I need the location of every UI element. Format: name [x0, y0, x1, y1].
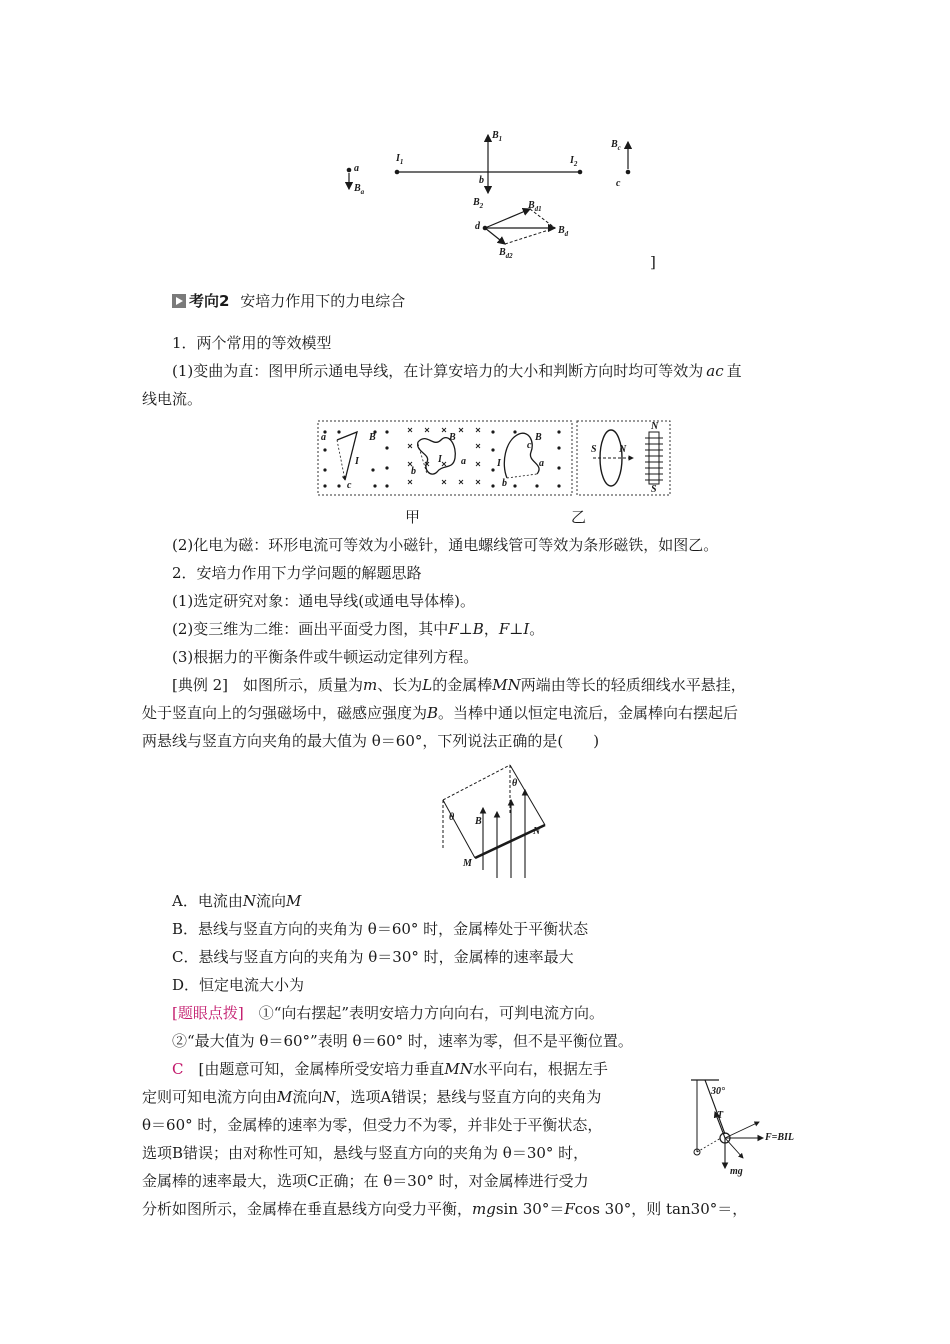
caption-yi: 乙: [571, 508, 587, 526]
section-title: 安培力作用下的力电综合: [240, 292, 406, 310]
fig2-label-I2: I: [438, 454, 442, 465]
option-a: A．电流由N流向M: [172, 892, 302, 910]
answer-line-4: 选项B错误；由对称性可知，悬线与竖直方向的夹角为 θ＝30° 时，: [142, 1144, 589, 1162]
point-c: [626, 170, 631, 175]
point-a: [347, 168, 352, 173]
option-b: B．悬线与竖直方向的夹角为 θ＝60° 时，金属棒处于平衡状态: [172, 920, 589, 938]
fig3-label-M: M: [463, 858, 472, 869]
fig2-label-B3: B: [535, 432, 542, 443]
label-Bc: $B_c$: [611, 139, 621, 152]
fig2-label-S: S: [591, 444, 597, 455]
example-line-3: 两悬线与竖直方向夹角的最大值为 θ＝60°，下列说法正确的是( ): [142, 732, 600, 750]
para-2: (1)变曲为直：图甲所示通电导线，在计算安培力的大小和判断方向时均可等效为 ac 直: [172, 362, 742, 380]
hint-tag: [题眼点拨]: [172, 1004, 244, 1022]
play-icon: [172, 294, 186, 308]
example-line-2: 处于竖直向上的匀强磁场中，磁感应强度为B。当棒中通以恒定电流后，金属棒向右摆起后: [142, 704, 739, 722]
fig2-label-I3: I: [497, 458, 501, 469]
answer-line-5: 金属棒的速率最大，选项C正确；在 θ＝30° 时，对金属棒进行受力: [142, 1172, 589, 1190]
fig2-label-B2: B: [449, 432, 456, 443]
fig2-label-b: b: [411, 466, 416, 477]
label-Bd2: $B_{d2}$: [499, 247, 513, 260]
label-I2: $I_2$: [570, 155, 578, 168]
fig2-label-B: B: [369, 432, 376, 443]
force-diagram: [685, 1072, 815, 1187]
fig2-label-a3: a: [539, 458, 544, 469]
rod-swing-figure: [435, 760, 555, 885]
label-b: b: [479, 175, 484, 186]
fig2-label-S2: S: [651, 484, 657, 495]
example-line-1: [典例 2] 如图所示，质量为m、长为L的金属棒MN两端由等长的轻质细线水平悬挂，: [172, 676, 746, 694]
hint-line-1: [题眼点拨] ①“向右摆起”表明安培力方向向右，可判电流方向。: [172, 1004, 605, 1022]
fig2-label-c3: c: [527, 440, 532, 451]
label-B1: $B_1$: [492, 130, 503, 143]
option-c: C．悬线与竖直方向的夹角为 θ＝30° 时，金属棒的速率最大: [172, 948, 574, 966]
label-Bd: $B_d$: [558, 225, 569, 238]
equivalent-model-figure: [315, 418, 675, 528]
section-tag: 考向2: [189, 292, 230, 310]
fig4-label-mg: mg: [730, 1166, 743, 1177]
fig2-label-I: I: [355, 456, 359, 467]
fig4-label-T: T: [717, 1110, 724, 1121]
section-heading: [172, 290, 405, 312]
fig2-label-c: c: [347, 480, 352, 491]
fig2-label-a: a: [321, 432, 326, 443]
para-5: (1)选定研究对象：通电导线(或通电导体棒)。: [172, 592, 475, 610]
para-2-cont: 线电流。: [142, 390, 203, 408]
fig3-label-theta2: θ: [512, 778, 518, 789]
label-Bd1: $B_{d1}$: [528, 200, 542, 213]
label-d: d: [475, 221, 480, 232]
label-Ba: $B_a$: [354, 183, 365, 196]
fig2-label-b3: b: [502, 478, 507, 489]
label-I1: $I_1$: [396, 153, 404, 166]
caption-jia: 甲: [405, 508, 421, 526]
para-1: 1．两个常用的等效模型: [172, 334, 332, 352]
fig2-label-a2: a: [461, 456, 466, 467]
fig3-label-B: B: [475, 816, 482, 827]
solenoid: [649, 432, 659, 484]
label-a: a: [354, 163, 359, 174]
fig2-label-N2: N: [651, 421, 659, 432]
answer-line-1: C [由题意可知，金属棒所受安培力垂直MN水平向右，根据左手: [172, 1060, 608, 1078]
answer-letter: C: [172, 1060, 184, 1078]
label-c: c: [616, 178, 621, 189]
fig3-label-theta1: θ: [449, 812, 455, 823]
field-vector-figure: [330, 125, 670, 275]
para-3: (2)化电为磁：环形电流可等效为小磁针，通电螺线管可等效为条形磁铁，如图乙。: [172, 536, 719, 554]
para-4: 2．安培力作用下力学问题的解题思路: [172, 564, 422, 582]
fig4-label-F: F=BIL: [765, 1132, 795, 1143]
answer-line-3: θ＝60° 时，金属棒的速率为零，但受力不为零，并非处于平衡状态，: [142, 1116, 603, 1134]
fig3-label-N: N: [533, 826, 541, 837]
fig2-label-N: N: [619, 444, 627, 455]
answer-line-2: 定则可知电流方向由M流向N，选项A错误；悬线与竖直方向的夹角为: [142, 1088, 602, 1106]
option-d: D．恒定电流大小为: [172, 976, 305, 994]
label-B2: $B_2$: [473, 197, 484, 210]
para-6: (2)变三维为二维：画出平面受力图，其中F⊥B，F⊥I。: [172, 620, 545, 638]
hint-line-2: ②“最大值为 θ＝60°”表明 θ＝60° 时，速率为零，但不是平衡位置。: [172, 1032, 633, 1050]
wire-I2: [578, 170, 583, 175]
closing-bracket: ]: [650, 253, 656, 271]
fig4-label-angle: 30°: [711, 1086, 725, 1097]
answer-line-6: 分析如图所示，金属棒在垂直悬线方向受力平衡，mgsin 30°＝Fcos 30°，则 tan30°＝，: [142, 1200, 748, 1218]
para-7: (3)根据力的平衡条件或牛顿运动定律列方程。: [172, 648, 479, 666]
